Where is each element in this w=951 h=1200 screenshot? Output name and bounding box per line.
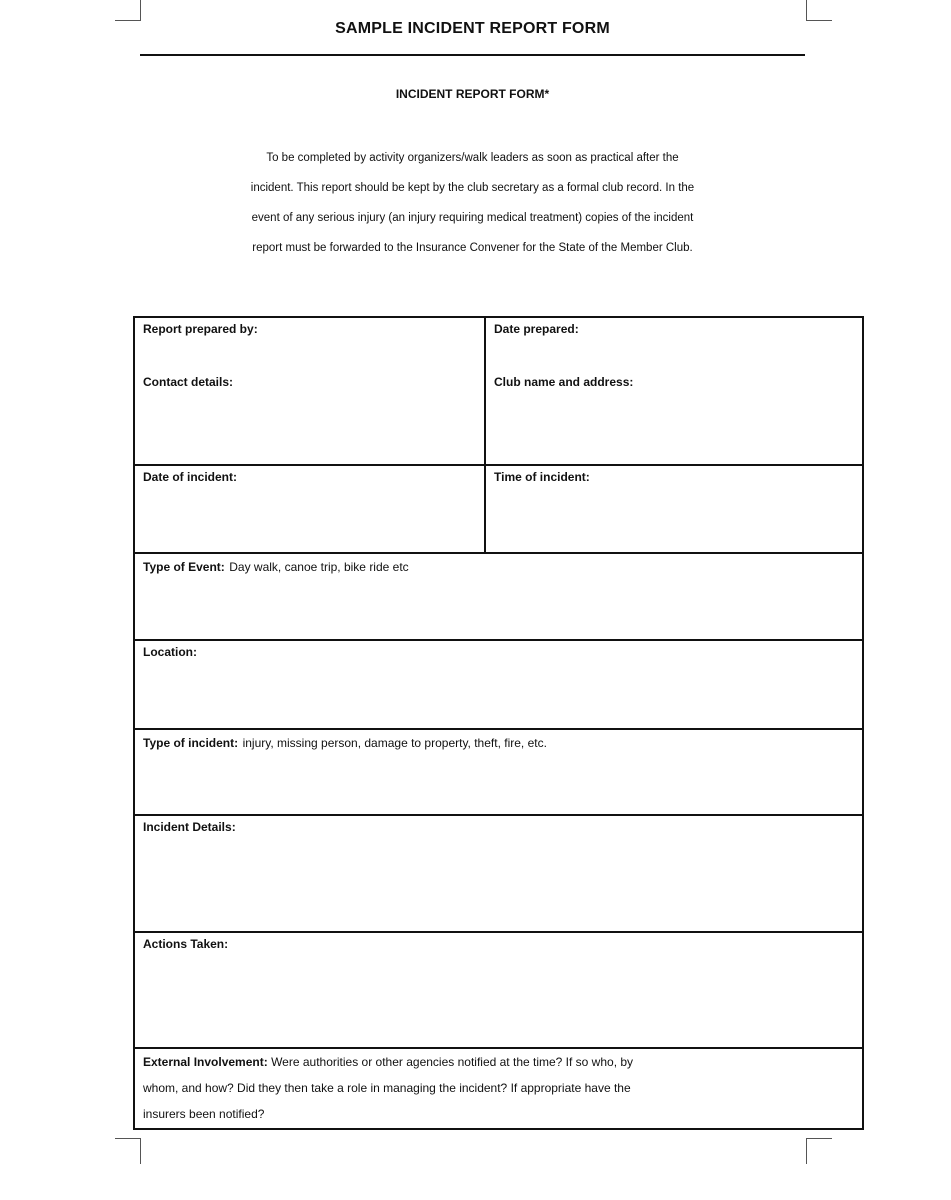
type-of-incident-hint: injury, missing person, damage to property, theft, fire, etc. xyxy=(242,736,547,750)
club-name-address-label: Club name and address: xyxy=(494,375,634,389)
crop-mark-bottom-left-h xyxy=(115,1138,141,1139)
time-of-incident-cell[interactable] xyxy=(486,466,862,552)
location-cell[interactable] xyxy=(135,641,862,728)
crop-mark-top-right-h xyxy=(806,20,832,21)
type-of-incident-cell[interactable] xyxy=(135,730,862,814)
external-involvement-cell[interactable] xyxy=(135,1049,862,1128)
incident-details-cell[interactable] xyxy=(135,816,862,931)
external-involvement-label: External Involvement: xyxy=(143,1055,268,1069)
external-involvement-text: whom, and how? Did they then take a role in managing the incident? If appropriate have the xyxy=(143,1081,631,1095)
type-of-incident-label: Type of incident: xyxy=(143,736,239,750)
title-divider xyxy=(140,54,805,56)
row-incident-datetime xyxy=(135,464,862,552)
intro-line: To be completed by activity organizers/walk leaders as soon as practical after the xyxy=(266,152,679,164)
type-of-event-label: Type of Event: xyxy=(143,560,225,574)
intro-paragraph xyxy=(140,143,805,263)
row-external-involvement xyxy=(135,1047,862,1128)
actions-taken-cell[interactable] xyxy=(135,933,862,1047)
incident-form-table xyxy=(133,316,864,1130)
intro-line: report must be forwarded to the Insurance Convener for the State of the Member Club. xyxy=(252,242,693,254)
date-prepared-cell[interactable] xyxy=(486,318,862,464)
time-of-incident-label: Time of incident: xyxy=(494,470,590,484)
row-incident-details xyxy=(135,814,862,931)
date-of-incident-label: Date of incident: xyxy=(143,470,238,484)
row-type-of-event xyxy=(135,552,862,639)
date-of-incident-cell[interactable] xyxy=(135,466,486,552)
form-subtitle: INCIDENT REPORT FORM* xyxy=(395,87,550,101)
intro-line: event of any serious injury (an injury requiring medical treatment) copies of the incident xyxy=(251,212,694,224)
crop-mark-top-left-v xyxy=(140,0,141,20)
crop-mark-bottom-right-h xyxy=(806,1138,832,1139)
type-of-event-cell[interactable] xyxy=(135,554,862,639)
row-actions-taken xyxy=(135,931,862,1047)
page-title: SAMPLE INCIDENT REPORT FORM xyxy=(335,20,610,37)
crop-mark-top-right-v xyxy=(806,0,807,20)
contact-details-label: Contact details: xyxy=(143,375,234,389)
row-location xyxy=(135,639,862,728)
incident-details-label: Incident Details: xyxy=(143,820,236,834)
location-label: Location: xyxy=(143,645,197,659)
crop-mark-bottom-left-v xyxy=(140,1138,141,1164)
report-prepared-cell[interactable] xyxy=(135,318,486,464)
external-involvement-text: insurers been notified? xyxy=(143,1107,265,1121)
external-involvement-text: Were authorities or other agencies notified at the time? If so who, by xyxy=(271,1055,634,1069)
row-type-of-incident xyxy=(135,728,862,814)
report-prepared-by-label: Report prepared by: xyxy=(143,322,258,336)
type-of-event-hint: Day walk, canoe trip, bike ride etc xyxy=(229,560,409,574)
actions-taken-label: Actions Taken: xyxy=(143,937,229,951)
intro-line: incident. This report should be kept by the club secretary as a formal club record. In the xyxy=(250,182,695,194)
row-reporter xyxy=(135,318,862,464)
crop-mark-top-left-h xyxy=(115,20,141,21)
crop-mark-bottom-right-v xyxy=(806,1138,807,1164)
date-prepared-label: Date prepared: xyxy=(494,322,579,336)
